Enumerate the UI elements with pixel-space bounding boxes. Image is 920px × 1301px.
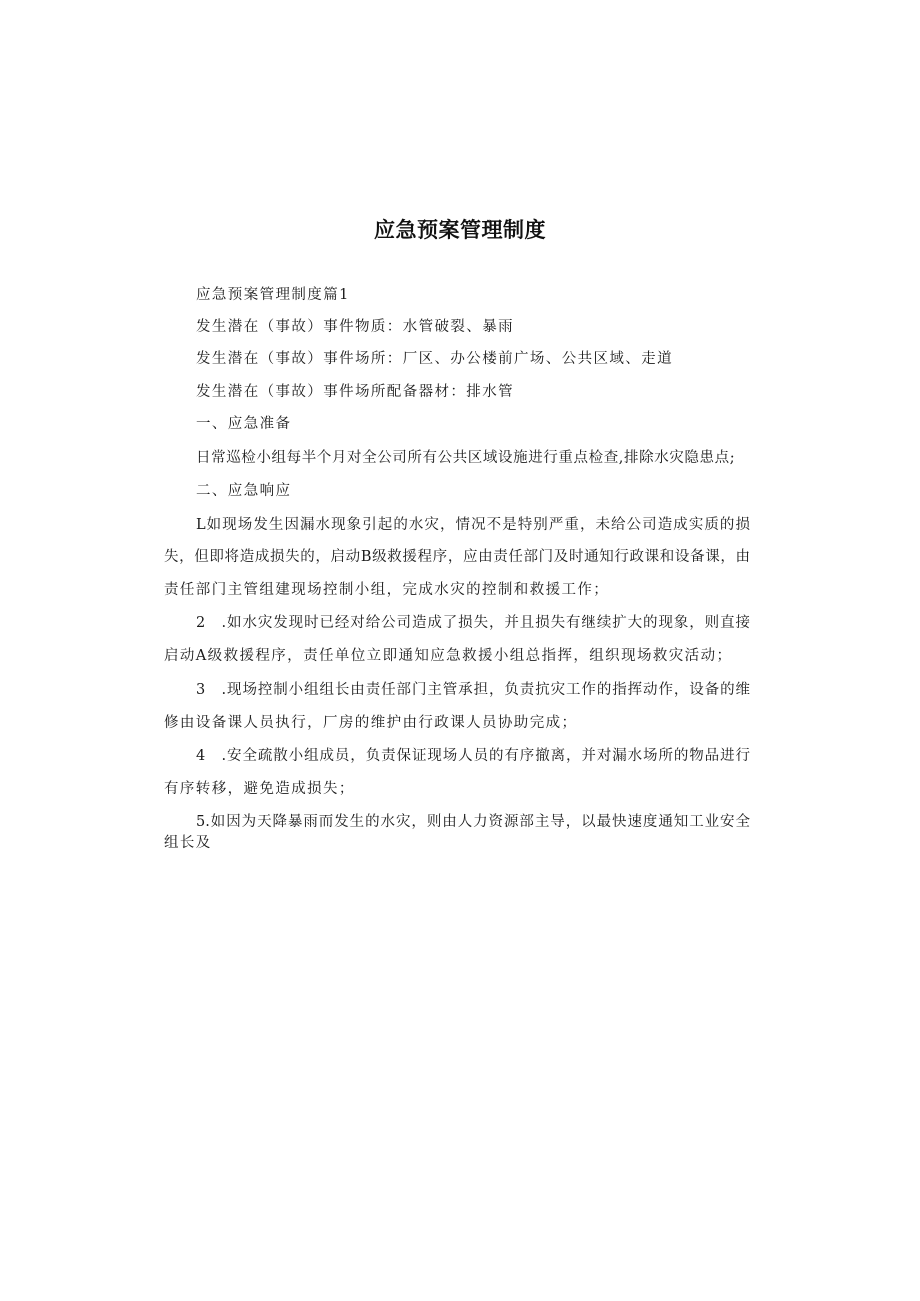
paragraph-line: 发生潜在（事故）事件场所配备器材：排水管: [196, 384, 514, 400]
paragraph-line: 日常巡检小组每半个月对全公司所有公共区域设施进行重点检查,排除水灾隐患点;: [196, 450, 736, 466]
section-heading: 二、应急响应: [196, 483, 292, 499]
section-heading: 应急预案管理制度篇1: [196, 287, 350, 303]
paragraph-line: L如现场发生因漏水现象引起的水灾，情况不是特别严重，未给公司造成实质的损: [196, 517, 750, 533]
paragraph-line: 修由设备课人员执行，厂房的维护由行政课人员协助完成；: [164, 715, 578, 731]
paragraph-line: 责任部门主管组建现场控制小组，完成水灾的控制和救援工作；: [164, 582, 610, 598]
paragraph-line: 发生潜在（事故）事件物质：水管破裂、暴雨: [196, 319, 514, 335]
paragraph-line: 组长及: [164, 835, 212, 851]
paragraph-line: 有序转移，避免造成损失；: [164, 781, 355, 797]
paragraph-line: 3 .现场控制小组组长由责任部门主管承担，负责抗灾工作的指挥动作，设备的维: [196, 682, 750, 698]
paragraph-line: 5.如因为天降暴雨而发生的水灾，则由人力资源部主导，以最快速度通知工业安全: [196, 814, 750, 830]
paragraph-line: 发生潜在（事故）事件场所：厂区、办公楼前广场、公共区域、走道: [196, 351, 673, 367]
paragraph-line: 启动A级救援程序，责任单位立即通知应急救援小组总指挥，组织现场救灾活动；: [164, 648, 733, 664]
section-heading: 一、应急准备: [196, 416, 292, 432]
paragraph-line: 失，但即将造成损失的，启动B级救援程序，应由责任部门及时通知行政课和设备课，由: [164, 549, 750, 565]
paragraph-line: 4 .安全疏散小组成员，负责保证现场人员的有序撤离，并对漏水场所的物品进行: [196, 748, 750, 764]
document-title: 应急预案管理制度: [374, 218, 546, 242]
paragraph-line: 2 .如水灾发现时已经对给公司造成了损失，并且损失有继续扩大的现象，则直接: [196, 615, 750, 631]
